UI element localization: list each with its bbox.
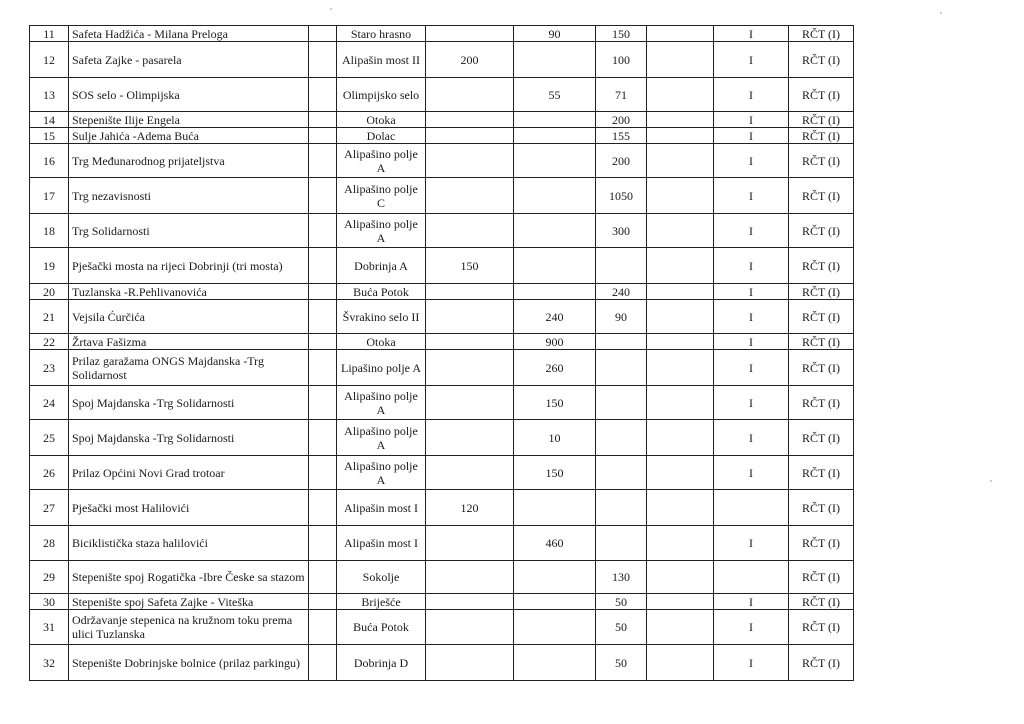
- street-name: Trg Solidarnosti: [69, 214, 309, 248]
- blank-cell: [309, 248, 337, 284]
- value-cell-b: [514, 610, 596, 645]
- value-cell-c: 200: [596, 112, 647, 128]
- row-number: 21: [30, 300, 69, 334]
- value-cell-a: [426, 350, 514, 386]
- value-cell-c: [596, 420, 647, 456]
- row-number: 14: [30, 112, 69, 128]
- maintenance-cell: RČT (I): [789, 78, 854, 112]
- row-number: 18: [30, 214, 69, 248]
- value-cell-a: [426, 386, 514, 420]
- blank-cell: [647, 144, 714, 178]
- value-cell-c: [596, 456, 647, 490]
- streets-table: [29, 25, 854, 681]
- table-row: [30, 214, 854, 248]
- row-number: 12: [30, 42, 69, 78]
- value-cell-c: 50: [596, 610, 647, 645]
- value-cell-c: 1050: [596, 178, 647, 214]
- maintenance-cell: RČT (I): [789, 128, 854, 144]
- value-cell-b: [514, 490, 596, 526]
- blank-cell: [309, 42, 337, 78]
- blank-cell: [647, 645, 714, 681]
- class-cell: I: [714, 526, 789, 561]
- maintenance-cell: RČT (I): [789, 334, 854, 350]
- blank-cell: [647, 78, 714, 112]
- street-name: Pješački most Halilovići: [69, 490, 309, 526]
- value-cell-c: 90: [596, 300, 647, 334]
- table-row: [30, 300, 854, 334]
- value-cell-a: [426, 78, 514, 112]
- value-cell-b: [514, 645, 596, 681]
- value-cell-c: 71: [596, 78, 647, 112]
- location-cell: Alipašino polje A: [337, 214, 426, 248]
- class-cell: I: [714, 112, 789, 128]
- table-row: [30, 420, 854, 456]
- row-number: 31: [30, 610, 69, 645]
- class-cell: I: [714, 178, 789, 214]
- class-cell: I: [714, 334, 789, 350]
- street-name: Stepenište Dobrinjske bolnice (prilaz parkingu): [69, 645, 309, 681]
- table-row: [30, 284, 854, 300]
- maintenance-cell: RČT (I): [789, 456, 854, 490]
- value-cell-b: 10: [514, 420, 596, 456]
- row-number: 17: [30, 178, 69, 214]
- table-row: [30, 128, 854, 144]
- value-cell-a: [426, 284, 514, 300]
- class-cell: I: [714, 300, 789, 334]
- location-cell: Olimpijsko selo: [337, 78, 426, 112]
- maintenance-cell: RČT (I): [789, 490, 854, 526]
- maintenance-cell: RČT (I): [789, 284, 854, 300]
- street-name: Trg Međunarodnog prijateljstva: [69, 144, 309, 178]
- row-number: 32: [30, 645, 69, 681]
- maintenance-cell: RČT (I): [789, 386, 854, 420]
- maintenance-cell: RČT (I): [789, 350, 854, 386]
- row-number: 22: [30, 334, 69, 350]
- class-cell: [714, 561, 789, 594]
- blank-cell: [647, 350, 714, 386]
- blank-cell: [647, 128, 714, 144]
- blank-cell: [647, 112, 714, 128]
- street-name: Stepenište spoj Rogatička -Ibre Česke sa stazom: [69, 561, 309, 594]
- value-cell-a: [426, 178, 514, 214]
- class-cell: I: [714, 42, 789, 78]
- maintenance-cell: RČT (I): [789, 561, 854, 594]
- table-row: [30, 490, 854, 526]
- blank-cell: [309, 144, 337, 178]
- location-cell: Dobrinja A: [337, 248, 426, 284]
- row-number: 16: [30, 144, 69, 178]
- maintenance-cell: RČT (I): [789, 214, 854, 248]
- street-name: Stepenište spoj Safeta Zajke - Viteška: [69, 594, 309, 610]
- table-row: [30, 610, 854, 645]
- maintenance-cell: RČT (I): [789, 420, 854, 456]
- maintenance-cell: RČT (I): [789, 610, 854, 645]
- value-cell-b: 460: [514, 526, 596, 561]
- blank-cell: [647, 26, 714, 42]
- value-cell-c: 50: [596, 594, 647, 610]
- scan-speck: [990, 480, 992, 482]
- table-row: [30, 42, 854, 78]
- blank-cell: [647, 178, 714, 214]
- location-cell: Alipašin most I: [337, 526, 426, 561]
- street-name: Žrtava Fašizma: [69, 334, 309, 350]
- value-cell-a: 120: [426, 490, 514, 526]
- table-row: [30, 178, 854, 214]
- class-cell: I: [714, 284, 789, 300]
- value-cell-a: [426, 334, 514, 350]
- value-cell-a: [426, 610, 514, 645]
- value-cell-b: [514, 214, 596, 248]
- location-cell: Sokolje: [337, 561, 426, 594]
- row-number: 29: [30, 561, 69, 594]
- location-cell: Alipašino polje A: [337, 420, 426, 456]
- blank-cell: [309, 350, 337, 386]
- blank-cell: [309, 112, 337, 128]
- blank-cell: [309, 490, 337, 526]
- blank-cell: [309, 456, 337, 490]
- class-cell: I: [714, 128, 789, 144]
- class-cell: I: [714, 645, 789, 681]
- class-cell: I: [714, 248, 789, 284]
- location-cell: Buća Potok: [337, 284, 426, 300]
- table-body: [30, 26, 854, 681]
- location-cell: Otoka: [337, 112, 426, 128]
- location-cell: Dolac: [337, 128, 426, 144]
- class-cell: I: [714, 78, 789, 112]
- blank-cell: [309, 610, 337, 645]
- table-row: [30, 334, 854, 350]
- street-name: SOS selo - Olimpijska: [69, 78, 309, 112]
- table-row: [30, 456, 854, 490]
- value-cell-a: 150: [426, 248, 514, 284]
- blank-cell: [647, 526, 714, 561]
- location-cell: Alipašin most I: [337, 490, 426, 526]
- location-cell: Švrakino selo II: [337, 300, 426, 334]
- table-row: [30, 350, 854, 386]
- row-number: 19: [30, 248, 69, 284]
- value-cell-a: [426, 144, 514, 178]
- value-cell-a: [426, 594, 514, 610]
- location-cell: Briješće: [337, 594, 426, 610]
- value-cell-c: [596, 386, 647, 420]
- row-number: 30: [30, 594, 69, 610]
- maintenance-cell: RČT (I): [789, 594, 854, 610]
- street-name: Trg nezavisnosti: [69, 178, 309, 214]
- value-cell-a: [426, 214, 514, 248]
- value-cell-b: 900: [514, 334, 596, 350]
- maintenance-cell: RČT (I): [789, 178, 854, 214]
- street-name: Stepenište Ilije Engela: [69, 112, 309, 128]
- location-cell: Alipašino polje C: [337, 178, 426, 214]
- value-cell-a: 200: [426, 42, 514, 78]
- blank-cell: [647, 300, 714, 334]
- blank-cell: [309, 334, 337, 350]
- blank-cell: [309, 420, 337, 456]
- blank-cell: [647, 248, 714, 284]
- blank-cell: [309, 128, 337, 144]
- blank-cell: [309, 214, 337, 248]
- value-cell-b: 240: [514, 300, 596, 334]
- value-cell-a: [426, 645, 514, 681]
- maintenance-cell: RČT (I): [789, 112, 854, 128]
- maintenance-cell: RČT (I): [789, 144, 854, 178]
- row-number: 25: [30, 420, 69, 456]
- value-cell-b: [514, 144, 596, 178]
- class-cell: I: [714, 350, 789, 386]
- blank-cell: [309, 284, 337, 300]
- class-cell: I: [714, 214, 789, 248]
- maintenance-cell: RČT (I): [789, 645, 854, 681]
- value-cell-c: [596, 350, 647, 386]
- value-cell-c: 50: [596, 645, 647, 681]
- blank-cell: [309, 561, 337, 594]
- table-row: [30, 144, 854, 178]
- blank-cell: [647, 334, 714, 350]
- street-name: Prilaz Općini Novi Grad trotoar: [69, 456, 309, 490]
- blank-cell: [309, 300, 337, 334]
- value-cell-b: [514, 128, 596, 144]
- maintenance-cell: RČT (I): [789, 300, 854, 334]
- blank-cell: [647, 214, 714, 248]
- value-cell-c: 300: [596, 214, 647, 248]
- row-number: 26: [30, 456, 69, 490]
- blank-cell: [647, 420, 714, 456]
- blank-cell: [647, 561, 714, 594]
- location-cell: Buća Potok: [337, 610, 426, 645]
- row-number: 20: [30, 284, 69, 300]
- row-number: 24: [30, 386, 69, 420]
- value-cell-b: [514, 284, 596, 300]
- blank-cell: [647, 284, 714, 300]
- value-cell-c: [596, 334, 647, 350]
- location-cell: Alipašin most II: [337, 42, 426, 78]
- value-cell-b: 55: [514, 78, 596, 112]
- table-row: [30, 112, 854, 128]
- value-cell-a: [426, 26, 514, 42]
- blank-cell: [309, 386, 337, 420]
- value-cell-b: 260: [514, 350, 596, 386]
- value-cell-a: [426, 456, 514, 490]
- value-cell-c: 100: [596, 42, 647, 78]
- scan-speck: [940, 12, 942, 14]
- blank-cell: [309, 526, 337, 561]
- maintenance-cell: RČT (I): [789, 526, 854, 561]
- street-name: Održavanje stepenica na kružnom toku prema ulici Tuzlanska: [69, 610, 309, 645]
- row-number: 11: [30, 26, 69, 42]
- blank-cell: [309, 26, 337, 42]
- maintenance-cell: RČT (I): [789, 26, 854, 42]
- value-cell-b: [514, 561, 596, 594]
- value-cell-c: 150: [596, 26, 647, 42]
- blank-cell: [647, 386, 714, 420]
- table-row: [30, 561, 854, 594]
- value-cell-c: 155: [596, 128, 647, 144]
- table-row: [30, 645, 854, 681]
- blank-cell: [647, 610, 714, 645]
- value-cell-a: [426, 561, 514, 594]
- street-name: Safeta Hadžića - Milana Preloga: [69, 26, 309, 42]
- class-cell: I: [714, 456, 789, 490]
- blank-cell: [309, 594, 337, 610]
- blank-cell: [647, 594, 714, 610]
- blank-cell: [647, 490, 714, 526]
- blank-cell: [647, 456, 714, 490]
- blank-cell: [309, 178, 337, 214]
- street-name: Tuzlanska -R.Pehlivanovića: [69, 284, 309, 300]
- class-cell: I: [714, 26, 789, 42]
- value-cell-c: [596, 248, 647, 284]
- value-cell-b: [514, 42, 596, 78]
- blank-cell: [309, 78, 337, 112]
- location-cell: Dobrinja D: [337, 645, 426, 681]
- row-number: 23: [30, 350, 69, 386]
- street-name: Pješački mosta na rijeci Dobrinji (tri mosta): [69, 248, 309, 284]
- street-name: Spoj Majdanska -Trg Solidarnosti: [69, 386, 309, 420]
- blank-cell: [309, 645, 337, 681]
- value-cell-b: [514, 594, 596, 610]
- value-cell-a: [426, 420, 514, 456]
- class-cell: I: [714, 610, 789, 645]
- table-row: [30, 386, 854, 420]
- location-cell: Lipašino polje A: [337, 350, 426, 386]
- location-cell: Alipašino polje A: [337, 456, 426, 490]
- value-cell-b: [514, 112, 596, 128]
- value-cell-b: 150: [514, 386, 596, 420]
- table-row: [30, 526, 854, 561]
- value-cell-c: [596, 526, 647, 561]
- row-number: 28: [30, 526, 69, 561]
- value-cell-a: [426, 526, 514, 561]
- table-row: [30, 26, 854, 42]
- class-cell: I: [714, 420, 789, 456]
- maintenance-cell: RČT (I): [789, 42, 854, 78]
- table-row: [30, 248, 854, 284]
- value-cell-c: [596, 490, 647, 526]
- row-number: 13: [30, 78, 69, 112]
- value-cell-c: 130: [596, 561, 647, 594]
- blank-cell: [647, 42, 714, 78]
- street-name: Prilaz garažama ONGS Majdanska -Trg Solidarnost: [69, 350, 309, 386]
- value-cell-a: [426, 112, 514, 128]
- row-number: 27: [30, 490, 69, 526]
- street-name: Spoj Majdanska -Trg Solidarnosti: [69, 420, 309, 456]
- table-row: [30, 594, 854, 610]
- class-cell: I: [714, 594, 789, 610]
- value-cell-b: 90: [514, 26, 596, 42]
- value-cell-c: 200: [596, 144, 647, 178]
- street-name: Vejsila Ćurčića: [69, 300, 309, 334]
- street-name: Sulje Jahića -Adema Buća: [69, 128, 309, 144]
- class-cell: [714, 490, 789, 526]
- street-name: Safeta Zajke - pasarela: [69, 42, 309, 78]
- value-cell-c: 240: [596, 284, 647, 300]
- street-name: Biciklistička staza halilovići: [69, 526, 309, 561]
- value-cell-a: [426, 300, 514, 334]
- table-row: [30, 78, 854, 112]
- location-cell: Alipašino polje A: [337, 144, 426, 178]
- location-cell: Staro hrasno: [337, 26, 426, 42]
- class-cell: I: [714, 144, 789, 178]
- class-cell: I: [714, 386, 789, 420]
- scan-speck: [330, 8, 332, 10]
- row-number: 15: [30, 128, 69, 144]
- value-cell-a: [426, 128, 514, 144]
- maintenance-cell: RČT (I): [789, 248, 854, 284]
- location-cell: Alipašino polje A: [337, 386, 426, 420]
- value-cell-b: [514, 178, 596, 214]
- value-cell-b: 150: [514, 456, 596, 490]
- value-cell-b: [514, 248, 596, 284]
- location-cell: Otoka: [337, 334, 426, 350]
